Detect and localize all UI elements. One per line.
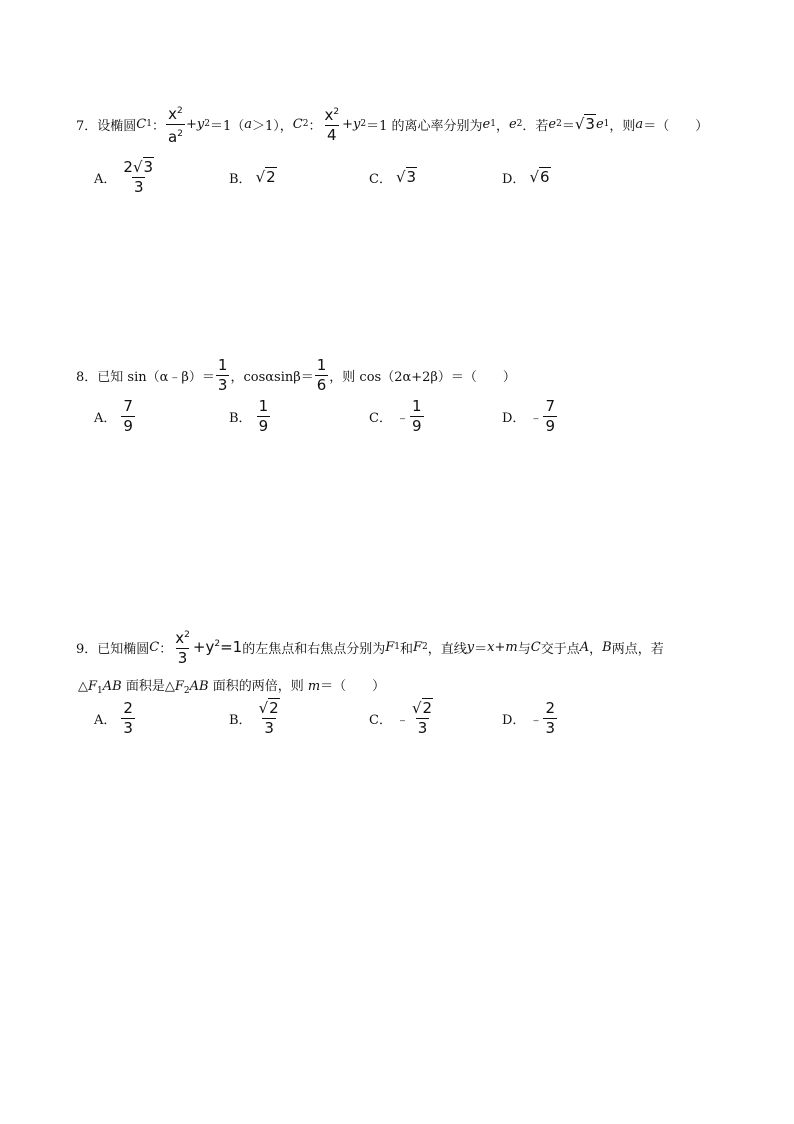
q7-option-b[interactable]: B． √2	[229, 168, 276, 187]
q7-sqrt-3: √3	[574, 115, 595, 133]
q7-option-c[interactable]: C． √3	[369, 168, 417, 187]
q9-option-a[interactable]: A． $\frac{2}{3}$	[94, 698, 133, 737]
question-9-stem-line-1: 9． 已知椭圆 C ： $\frac{x^2}{3}$ $+y^2=1$ 的左焦点和右焦点分别为 F 1 和 F 2 ，直线 y ＝ x + m 与 C 交于点 A ， B 两点，若	[76, 629, 664, 667]
q7-fraction-2: $\frac{x^2}{4}$	[324, 106, 340, 144]
question-8-stem: 8． 已知 sin（α﹣β）＝ $\frac{1}{3}$ ，cosαsinβ＝ $\frac{1}{6}$ ，则 cos（2α+2β）＝（ ）	[76, 355, 516, 394]
q8-option-c[interactable]: C． ﹣ $\frac{1}{9}$	[369, 396, 422, 435]
q8-option-d[interactable]: D． ﹣ $\frac{7}{9}$	[502, 396, 555, 435]
q9-option-c[interactable]: C． ﹣ $\frac{√2}{3}$	[369, 698, 433, 737]
q9-number: 9．	[76, 641, 98, 657]
question-9-stem-line-2: $\triangle F_1AB$ 面积是$\triangle F_2AB$ 面积的两倍，则 m＝（ ）	[78, 679, 386, 696]
q7-number: 7．	[76, 118, 98, 134]
q7-option-a[interactable]: A． $\frac{2√3}{3}$	[94, 157, 154, 196]
q7-fraction-1: $\frac{x^2}{a^2}$	[168, 104, 183, 146]
q8-option-a[interactable]: A． $\frac{7}{9}$	[94, 396, 133, 435]
q8-number: 8．	[76, 369, 98, 385]
q9-option-d[interactable]: D． ﹣ $\frac{2}{3}$	[502, 698, 555, 737]
q8-option-b[interactable]: B． $\frac{1}{9}$	[229, 396, 269, 435]
q7-option-d[interactable]: D． √6	[502, 168, 550, 187]
question-7-stem: 7． 设椭圆 C 1 ： $\frac{x^2}{a^2}$ + y 2 ＝1（ a ＞1）， C 2 ： $\frac{x^2}{4}$ + y 2 ＝1 的离心率分别为 e 1 ， e 2 ．若 e 2 ＝ √3 e 1 ，则 a ＝（ ）	[76, 97, 708, 151]
q9-option-b[interactable]: B． $\frac{√2}{3}$	[229, 698, 279, 737]
